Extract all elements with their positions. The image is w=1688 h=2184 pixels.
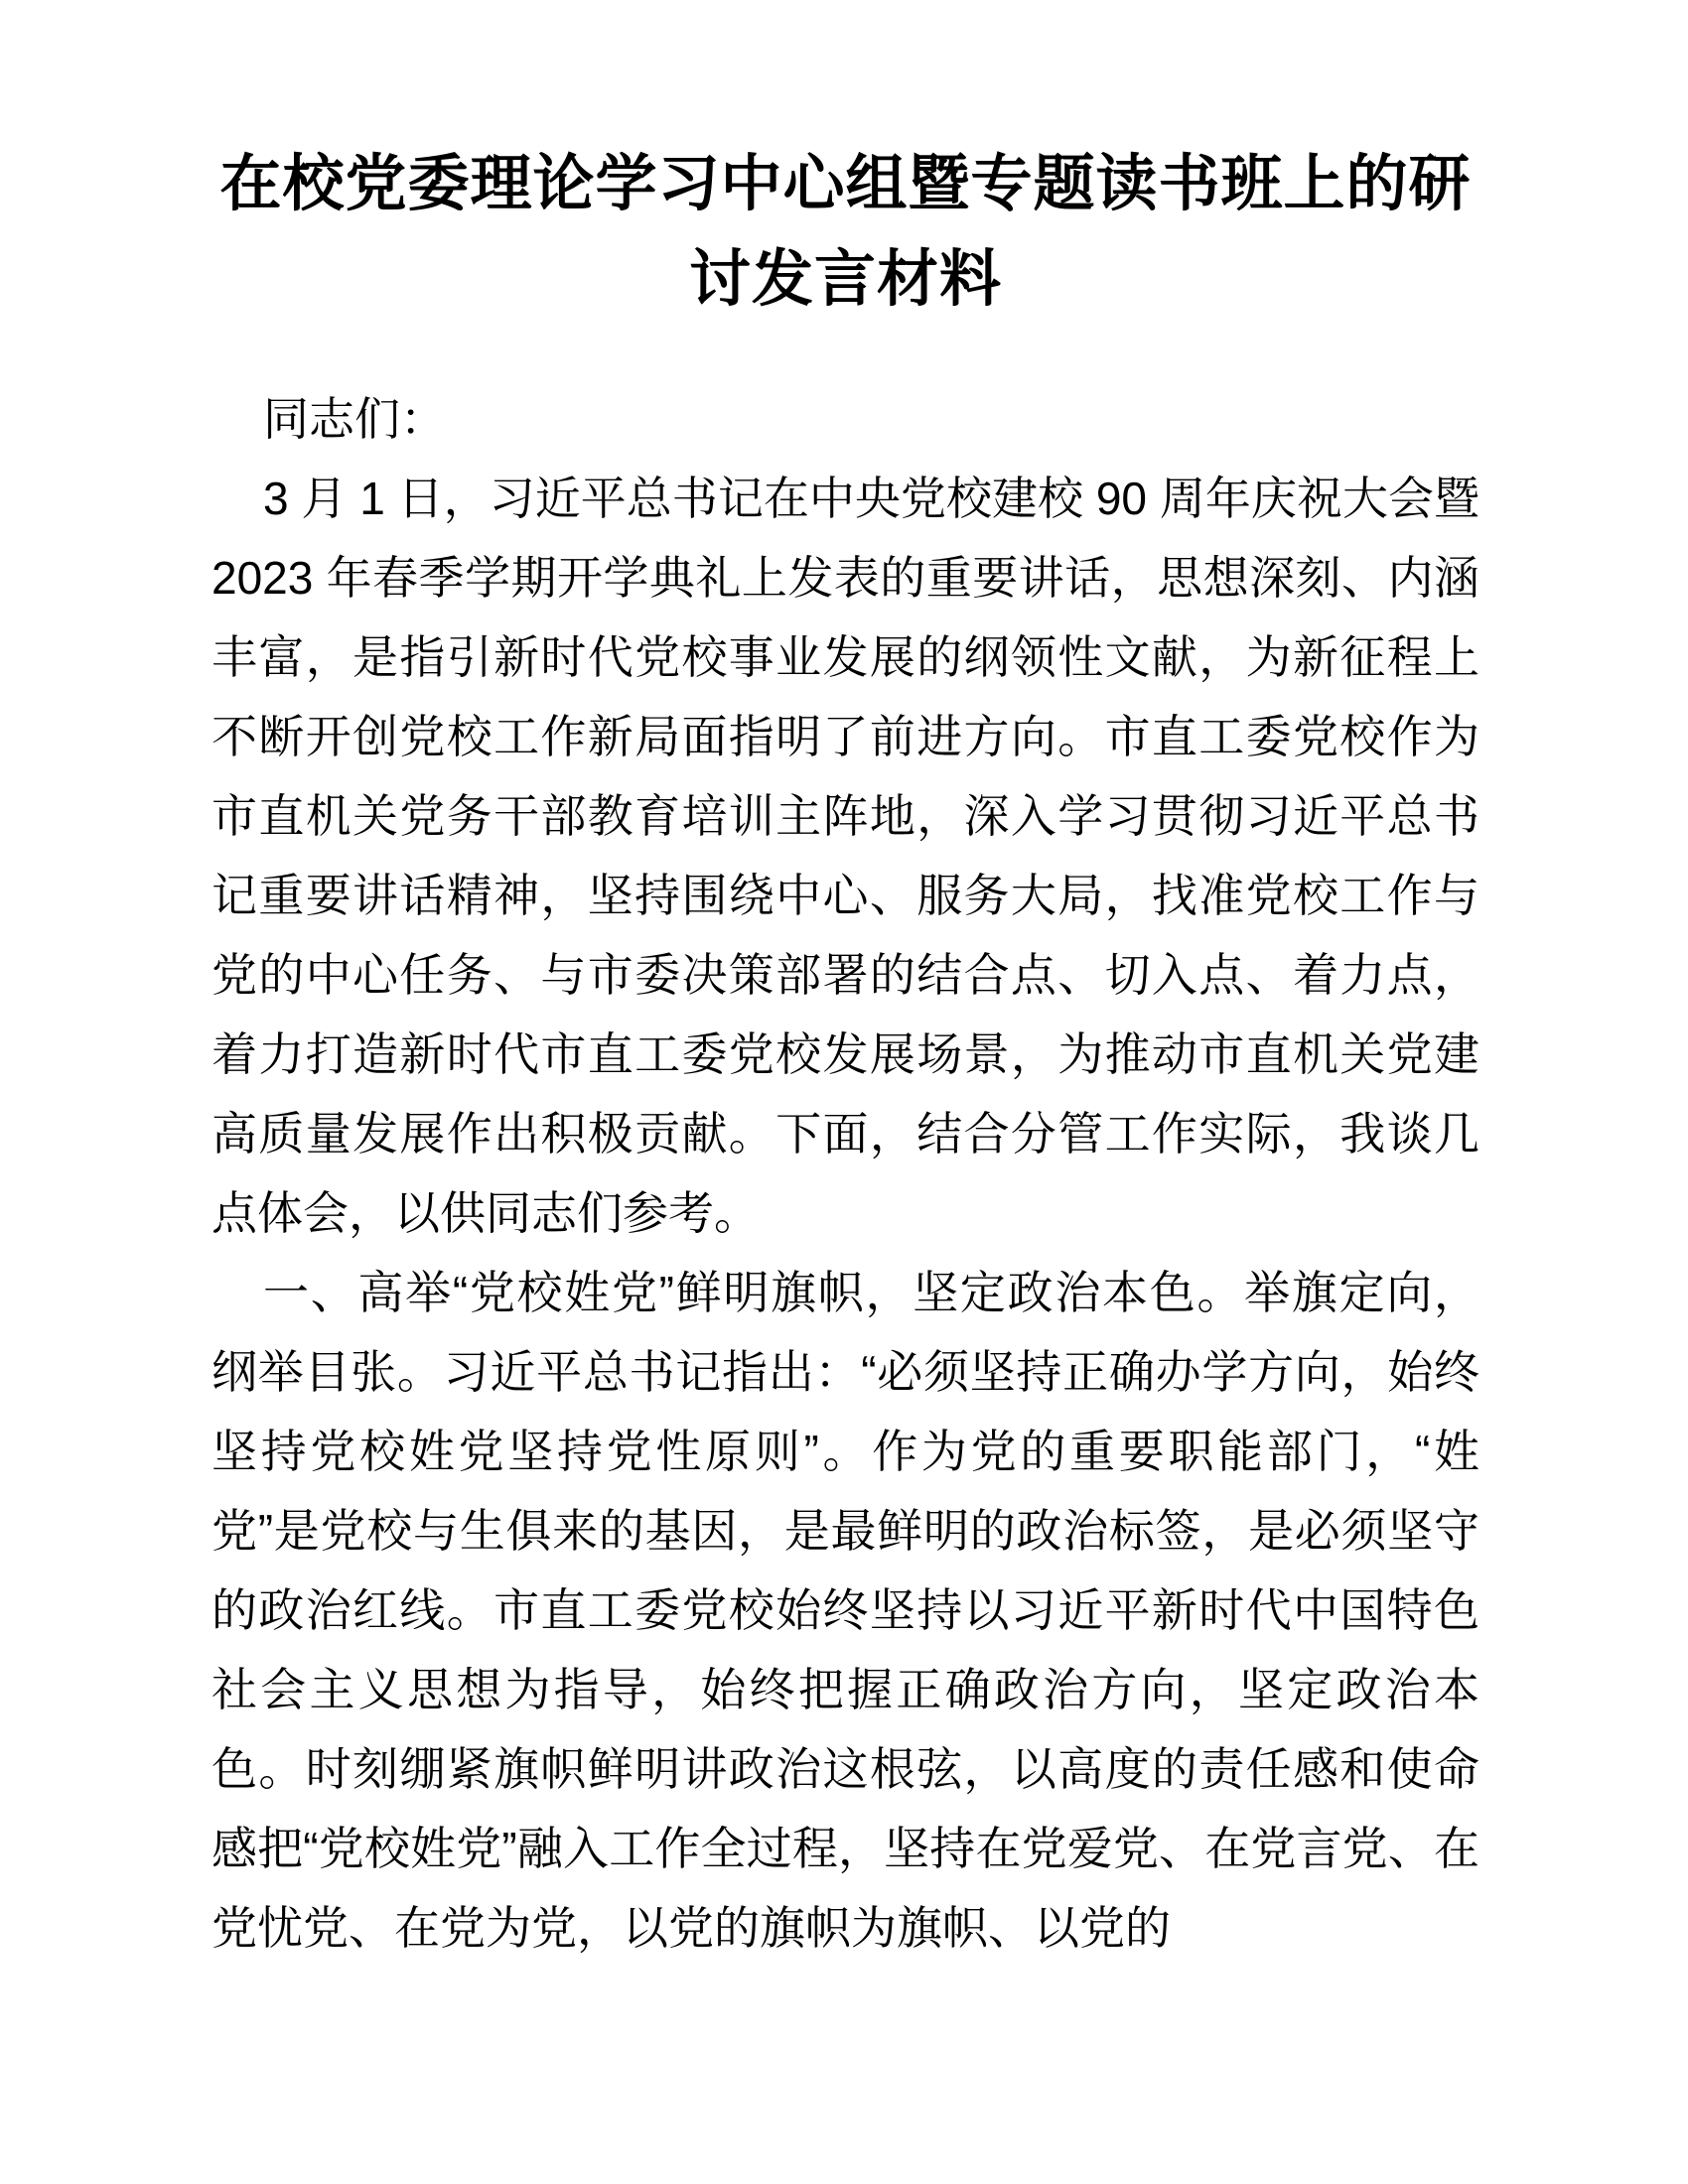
paragraph-intro: 3 月 1 日，习近平总书记在中央党校建校 90 周年庆祝大会暨 2023 年春季学期开学典礼上发表的重要讲话，思想深刻、内涵丰富，是指引新时代党校事业发展的纲领性文献，为新征程上不断开创党校工作新局面指明了前进方向。市直工委党校作为市直机关党务干部教育培训主阵地，深入学习贯彻习近平总书记重要讲话精神，坚持围绕中心、服务大局，找准党校工作与党的中心任务、与市委决策部署的结合点、切入点、着力点，着力打造新时代市直工委党校发展场景，为推动市直机关党建高质量发展作出积极贡献。下面，结合分管工作实际，我谈几点体会，以供同志们参考。 bbox=[211, 473, 1479, 1239]
salutation: 同志们： bbox=[263, 393, 446, 445]
document-title: 在校党委理论学习中心组暨专题读书班上的研讨发言材料 bbox=[219, 150, 1472, 314]
paragraph-section-one: 一、高举“党校姓党”鲜明旗帜，坚定政治本色。举旗定向，纲举目张。习近平总书记指出：“必须坚持正确办学方向，始终坚持党校姓党坚持党性原则”。作为党的重要职能部门，“姓党”是党校与生俱来的基因，是最鲜明的政治标签，是必须坚守的政治红线。市直工委党校始终坚持以习近平新时代中国特色社会主义思想为指导，始终把握正确政治方向，坚定政治本色。时刻绷紧旗帜鲜明讲政治这根弦，以高度的责任感和使命感把“党校姓党”融入工作全过程，坚持在党爱党、在党言党、在党忧党、在党为党，以党的旗帜为旗帜、以党的 bbox=[211, 1267, 1479, 1954]
document-body bbox=[211, 379, 1479, 1968]
